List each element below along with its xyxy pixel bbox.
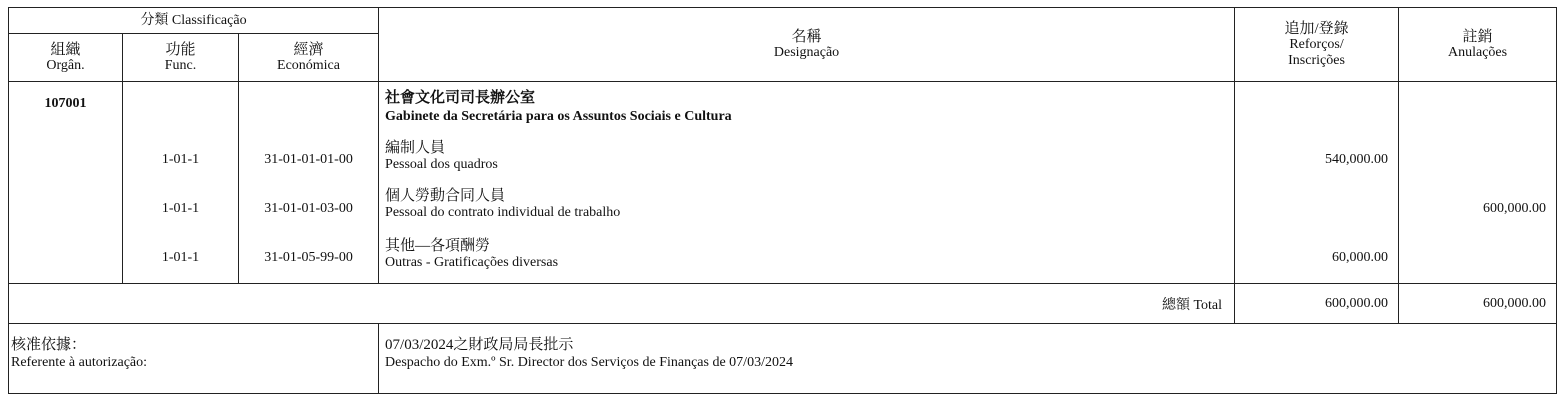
total-anulacoes-cell	[1399, 284, 1557, 324]
line-item-zh: 編制人員	[385, 140, 446, 156]
line-item-pt: Pessoal dos quadros	[385, 157, 498, 172]
anulacoes-amount: 600,000.00	[1483, 201, 1547, 216]
func-pt: Func.	[164, 57, 197, 73]
anulacoes-zh: 註銷	[1462, 28, 1493, 45]
line-item-zh: 其他—各項酬勞	[385, 238, 491, 254]
econ-zh: 經濟	[293, 41, 324, 58]
organ-name-pt: Gabinete da Secretária para os Assuntos Sociais e Cultura	[385, 109, 732, 124]
line-item-zh: 個人勞動合同人員	[385, 188, 506, 204]
func-header	[123, 34, 239, 82]
func-code: 1-01-1	[161, 152, 200, 167]
econ-codes-cell	[239, 82, 379, 284]
total-label: 總額 Total	[1161, 297, 1223, 313]
econ-header	[239, 34, 379, 82]
designation-zh: 名稱	[791, 28, 822, 45]
reforcos-amount	[1235, 184, 1388, 234]
total-label-cell	[9, 284, 1235, 324]
organ-name-block	[385, 86, 1234, 136]
authorization-label-cell	[9, 324, 379, 394]
reforcos-amount: 540,000.00	[1325, 152, 1389, 167]
classification-label: 分類 Classificação	[140, 12, 247, 28]
line-item	[385, 234, 1234, 282]
func-zh: 功能	[165, 41, 196, 58]
econ-code: 31-01-05-99-00	[264, 250, 353, 265]
total-reforcos-cell	[1235, 284, 1399, 324]
econ-code: 31-01-01-01-00	[264, 152, 353, 167]
budget-table	[8, 7, 1557, 394]
reforcos-zh: 追加/登錄	[1284, 20, 1349, 37]
econ-pt: Económica	[277, 57, 340, 73]
organ-code: 107001	[44, 96, 87, 111]
organ-zh: 組織	[50, 41, 81, 58]
line-item	[385, 136, 1234, 184]
authorization-label-pt: Referente à autorização:	[11, 355, 148, 370]
organ-pt: Orgân.	[46, 57, 85, 73]
authorization-label-zh: 核准依據：	[11, 337, 87, 353]
line-item-pt: Pessoal do contrato individual de trabalho	[385, 205, 621, 220]
organ-header	[9, 34, 123, 82]
anulacoes-header	[1399, 8, 1557, 82]
reforcos-pt1: Reforços/	[1289, 36, 1344, 52]
authorization-detail-pt: Despacho do Exm.º Sr. Director dos Serviços de Finanças de 07/03/2024	[385, 355, 793, 370]
total-reforcos: 600,000.00	[1325, 295, 1389, 311]
reforcos-pt2: Inscrições	[1288, 52, 1345, 68]
func-codes-cell	[123, 82, 239, 284]
designation-cell	[379, 82, 1235, 284]
total-anulacoes: 600,000.00	[1483, 295, 1547, 311]
func-code: 1-01-1	[161, 201, 200, 216]
reforcos-header	[1235, 8, 1399, 82]
econ-code: 31-01-01-03-00	[264, 201, 353, 216]
func-code: 1-01-1	[161, 250, 200, 265]
authorization-detail-zh: 07/03/2024之財政局局長批示	[385, 337, 574, 353]
organ-code-cell	[9, 82, 123, 284]
reforcos-cell	[1235, 82, 1399, 284]
reforcos-amount: 60,000.00	[1332, 250, 1389, 265]
anulacoes-cell	[1399, 82, 1557, 284]
line-item	[385, 184, 1234, 234]
classification-header	[9, 8, 379, 34]
anulacoes-amount	[1399, 234, 1546, 282]
line-item-pt: Outras - Gratificações diversas	[385, 255, 559, 270]
organ-name-zh: 社會文化司司長辦公室	[385, 90, 536, 106]
designation-pt: Designação	[773, 44, 840, 60]
anulacoes-pt: Anulações	[1447, 44, 1508, 60]
authorization-detail-cell	[379, 324, 1557, 394]
designation-header	[379, 8, 1235, 82]
anulacoes-amount	[1399, 136, 1546, 184]
